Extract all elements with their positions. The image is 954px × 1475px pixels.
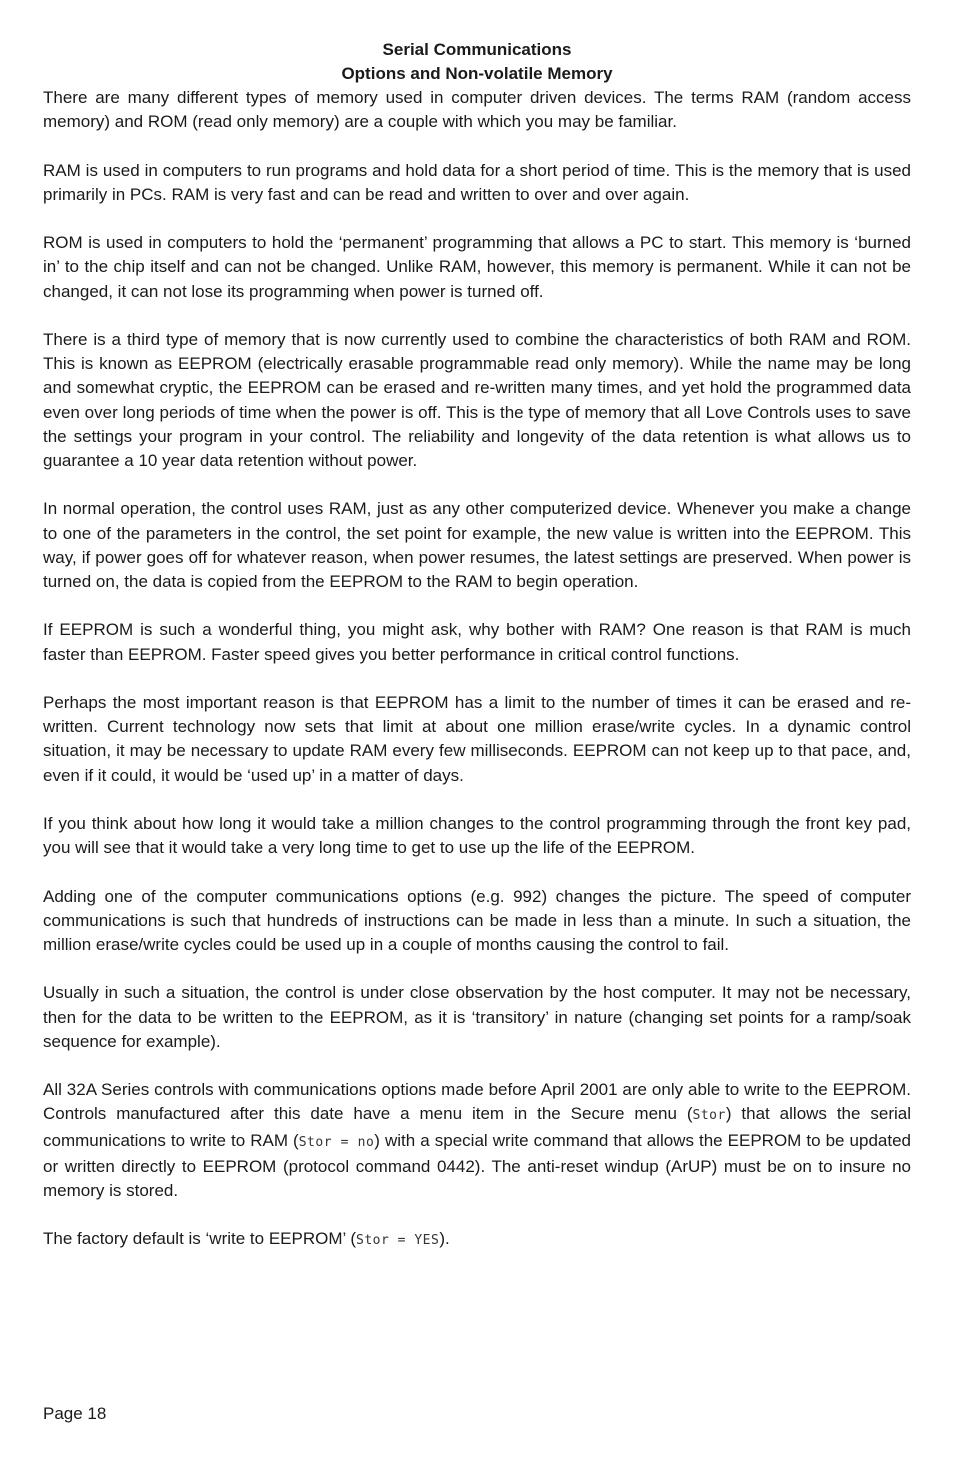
title-line-1: Serial Communications (382, 40, 572, 59)
document-page (43, 38, 911, 1278)
paragraph-host-computer: Usually in such a situation, the control is under close observation by the host computer. It may not be necessary, then for the data to be written to the EEPROM, as it is ‘transitory’ in nature (changing set points for a ramp/soak sequence for example). (43, 983, 911, 1051)
default-text-1: The factory default is ‘write to EEPROM’ ( (43, 1229, 357, 1249)
paragraph-erase-limit: Perhaps the most important reason is that EEPROM has a limit to the number of times it can be erased and re-written. Current technology now sets that limit at about one million erase/write cycles. In a dynamic control situation, it may be necessary to update RAM every few milliseconds. EEPROM can not keep up to that pace, and, even if it could, it would be ‘used up’ in a matter of days. (43, 692, 911, 785)
paragraph-normal-operation: In normal operation, the control uses RAM, just as any other computerized device. Whenever you make a change to one of the parameters in the control, the set point for example, the new value is written into the EEPROM. This way, if power goes off for whatever reason, when power resumes, the latest settings are preserved. When power is turned on, the data is copied from the EEPROM to the RAM to begin operation. (43, 499, 911, 591)
page-number: Page 18 (43, 1404, 107, 1423)
lcd-stor-no: Stor = no (298, 1134, 375, 1150)
paragraph-factory-default (43, 1227, 911, 1253)
paragraph-eeprom: There is a third type of memory that is now currently used to combine the characteristics of both RAM and ROM. This is known as EEPROM (electrically erasable programmable read only memory). While the name may be long and somewhat cryptic, the EEPROM can be erased and re-written many times, and yet hold the programmed data even over long periods of time when the power is off. This is the type of memory that all Love Controls uses to save the settings your program in your control. The reliability and longevity of the data retention is what allows us to guarantee a 10 year data retention without power. (43, 329, 911, 470)
paragraph-comm-options: Adding one of the computer communications options (e.g. 992) changes the picture. The speed of computer communications is such that hundreds of instructions can be made in less than a minute. In such a situation, the million erase/write cycles could be used up in a couple of months causing the control to fail. (43, 886, 911, 954)
paragraph-secure-menu (43, 1078, 911, 1203)
paragraph-why-ram: If EEPROM is such a wonderful thing, you might ask, why bother with RAM? One reason is that RAM is much faster than EEPROM. Faster speed gives you better performance in critical control functions. (43, 620, 911, 664)
default-text-2: ). (439, 1229, 450, 1249)
lcd-stor-yes: Stor = YES (356, 1233, 440, 1249)
paragraph-memory-types: There are many different types of memory used in computer driven devices. The terms RAM (random access memory) and ROM (read only memory) are a couple with which you may be familiar. (43, 88, 911, 132)
lcd-stor-label: Stor (692, 1108, 726, 1124)
secure-text-1: All 32A Series controls with communications options made before April 2001 are only able to write to the EEPROM. Controls manufactured after this date have a menu item in the Secure menu ( (43, 1080, 911, 1124)
secure-text-3: ) with a special write command that allows the EEPROM to be updated or written directly to EEPROM (protocol command 0442). The anti-reset windup (ArUP) must be on to insure no memory is stored. (43, 1130, 911, 1200)
paragraph-key-pad: If you think about how long it would take a million changes to the control programming through the front key pad, you will see that it would take a very long time to get to use up the life of the EEPROM. (43, 813, 911, 858)
secure-text-2: ) that allows the serial communications to write to RAM ( (43, 1104, 911, 1150)
title-line-2: Options and Non-volatile Memory (341, 64, 613, 83)
paragraph-rom: ROM is used in computers to hold the ‘permanent’ programming that allows a PC to start. This memory is ‘burned in’ to the chip itself and can not be changed. Unlike RAM, however, this memory is permanent. While it can not be changed, it can not lose its programming when power is turned off. (43, 233, 911, 301)
paragraph-ram: RAM is used in computers to run programs and hold data for a short period of time. This is the memory that is used primarily in PCs. RAM is very fast and can be read and written to over and over again. (43, 160, 911, 204)
